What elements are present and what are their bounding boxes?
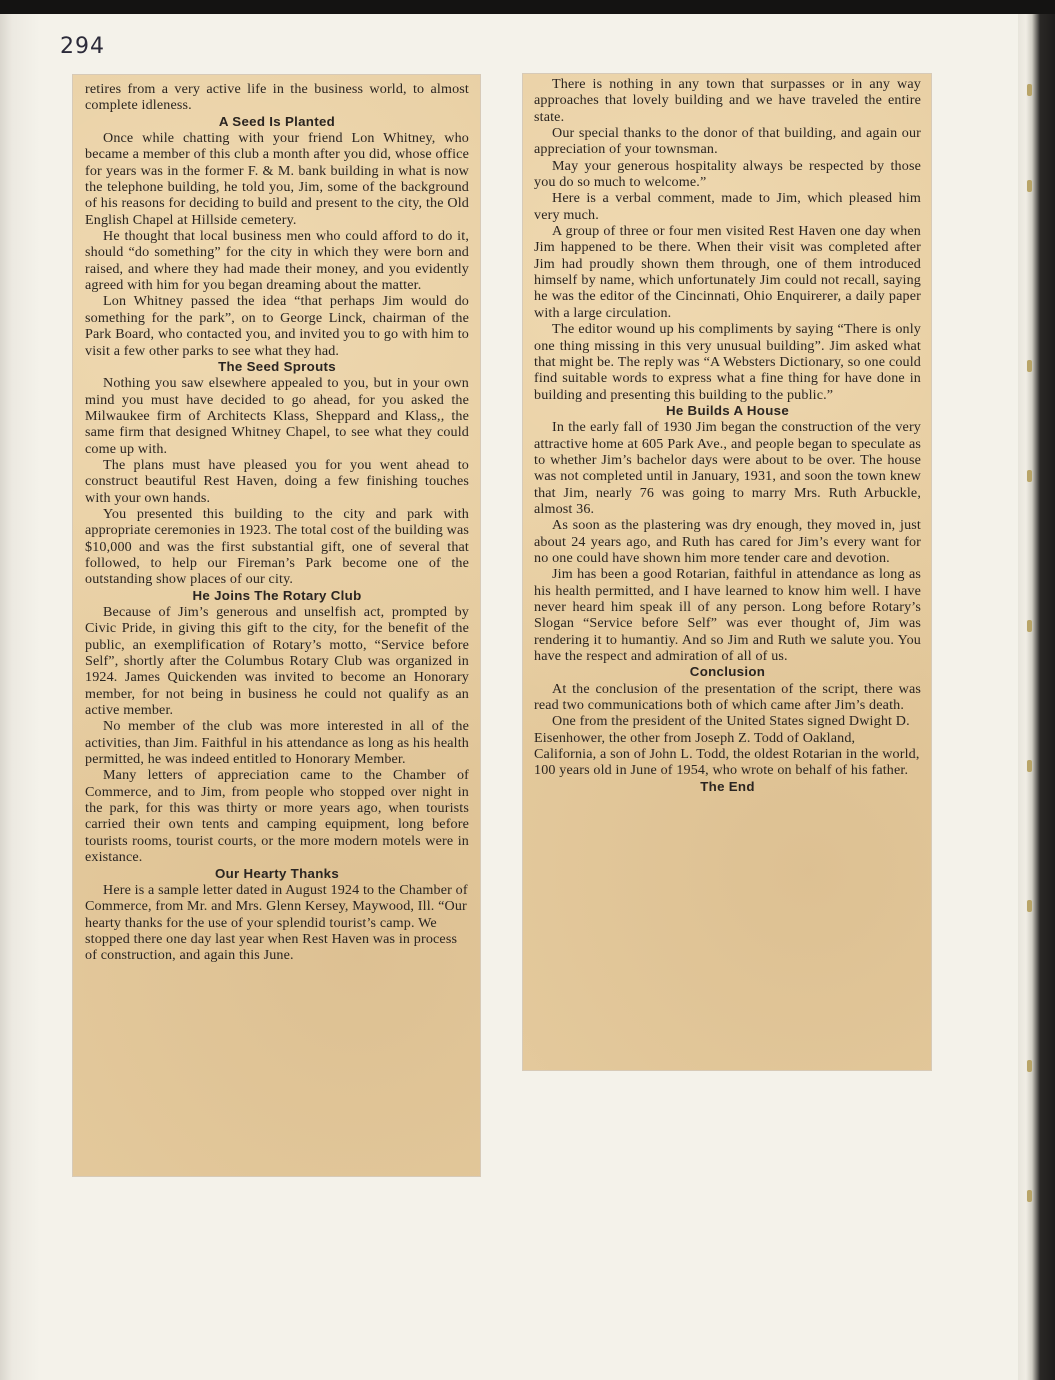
article-paragraph: Here is a verbal comment, made to Jim, which pleased him very much. xyxy=(534,190,921,223)
newspaper-clipping-left xyxy=(73,75,480,1176)
article-paragraph: retires from a very active life in the business world, to almost complete idleness. xyxy=(85,81,469,114)
section-heading: He Builds A House xyxy=(665,402,790,418)
article-paragraph: Lon Whitney passed the idea “that perhaps Jim would do something for the park”, on to George Linck, chairman of the Park Board, who contacted you, and invited you to go with him to visit a few other parks to see what they had. xyxy=(85,293,469,359)
article-paragraph: One from the president of the United States signed Dwight D. Eisenhower, the other from Joseph Z. Todd of Oakland, California, a son of John L. Todd, the oldest Rotarian in the world, 100 years old in June of 1954, who wrote on behalf of his father. xyxy=(534,713,920,779)
binder-tab-mark xyxy=(1027,1190,1032,1202)
section-heading: Conclusion xyxy=(689,664,766,680)
article-paragraph: In the early fall of 1930 Jim began the construction of the very attractive home at 605 Park Ave., and people began to speculate as to whether Jim’s bachelor days were about to be over. The house was not completed until in January, 1931, and soon the town knew that Jim, nearly 76 was going to marry Mrs. Ruth Arbuckle, almost 36. xyxy=(534,419,921,517)
section-heading: A Seed Is Planted xyxy=(218,113,336,129)
binder-tab-mark xyxy=(1027,620,1032,632)
binder-tab-mark xyxy=(1027,900,1032,912)
article-paragraph: Here is a sample letter dated in August 1924 to the Chamber of Commerce, from Mr. and Mrs. Glenn Kersey, Maywood, Ill. “Our hearty thanks for the use of your splendid tourist’s camp. We stopped there one day last year when Rest Haven was in process of construction, and again this June. xyxy=(85,881,468,964)
article-paragraph: Many letters of appreciation came to the Chamber of Commerce, and to Jim, from people who stopped over night in the park, for this was thirty or more years ago, when tourists carried their own tents and camping equipment, long before tourists rooms, tourist courts, or the more modern motels were in existance. xyxy=(85,767,469,866)
article-paragraph: Nothing you saw elsewhere appealed to you, but in your own mind you must have decided to go ahead, for you asked the Milwaukee firm of Architects Klass, Sheppard and Klass,, the same firm that designed Whitney Chapel, to see what they could come up with. xyxy=(85,375,469,457)
article-paragraph: There is nothing in any town that surpasses or in any way approaches that lovely building and we have traveled the entire state. xyxy=(534,76,921,125)
article-paragraph: At the conclusion of the presentation of the script, there was read two communications both of which came after Jim’s death. xyxy=(534,680,921,714)
newspaper-clipping-right xyxy=(523,74,931,1070)
section-heading: The End xyxy=(700,778,755,794)
page-binding-gutter xyxy=(0,14,40,1380)
scanner-top-border xyxy=(0,0,1055,14)
page-edge-shadow xyxy=(1018,14,1055,1380)
clipping-right-text xyxy=(534,76,921,795)
section-heading: He Joins The Rotary Club xyxy=(192,587,362,603)
page-number: 294 xyxy=(60,34,105,59)
binder-tab-mark xyxy=(1027,470,1032,482)
article-paragraph: Jim has been a good Rotarian, faithful in attendance as long as his health permitted, and I have learned to know him well. I have never heard him speak ill of any person. Long before Rotary’s Slogan “Service before Self” was ever thought of, Jim was rendering it to humantiy. And so Jim and Ruth we salute you. You have the respect and admiration of all of us. xyxy=(534,566,921,665)
article-paragraph: As soon as the plastering was dry enough, they moved in, just about 24 years ago, and Ruth has cared for Jim’s every want for no one could have shown him more tender care and devotion. xyxy=(534,517,921,566)
binder-tab-mark xyxy=(1027,360,1032,372)
article-paragraph: The editor wound up his compliments by saying “There is only one thing missing in this very unusual building”. Jim asked what that might be. The reply was “A Websters Dictionary, so one could find suitable words to express what a fine thing for have done in building and presenting this building to the public.” xyxy=(534,321,921,403)
article-paragraph: May your generous hospitality always be respected by those you do so much to welcome.” xyxy=(534,157,921,191)
binder-tab-mark xyxy=(1027,84,1032,96)
article-paragraph: A group of three or four men visited Rest Haven one day when Jim happened to be there. When their visit was completed after Jim had proudly shown them through, one of them introduced himself by name, which unfortunately Jim could not recall, saying he was the editor of the Cincinnati, Ohio Enquirerer, a daily paper with a large circulation. xyxy=(534,223,921,321)
clipping-left-text xyxy=(85,81,469,964)
article-paragraph: Our special thanks to the donor of that building, and again our appreciation of your townsman. xyxy=(534,125,921,158)
article-paragraph: No member of the club was more interested in all of the activities, than Jim. Faithful in his attendance as long as his health permitted, he was indeed entitled to Honorary Member. xyxy=(85,718,469,768)
article-paragraph: You presented this building to the city and park with appropriate ceremonies in 1923. The total cost of the building was $10,000 and was the first substantial gift, one of several that followed, to help our Fireman’s Park become one of the outstanding show places of our city. xyxy=(85,505,469,588)
section-heading: The Seed Sprouts xyxy=(218,358,336,374)
article-paragraph: He thought that local business men who could afford to do it, should “do something” for the city in which they were born and raised, and where they had made their money, and you evidently agreed with him for you began dreaming about the matter. xyxy=(85,228,469,294)
binder-tab-mark xyxy=(1027,760,1032,772)
article-paragraph: Once while chatting with your friend Lon Whitney, who became a member of this club a month after you did, whose office for years was in the former F. & M. bank building in what is now the telephone building, he told you, Jim, some of the background of his reasons for deciding to build and present to the city, the Old English Chapel at Hillside cemetery. xyxy=(85,130,469,228)
section-heading: Our Hearty Thanks xyxy=(214,865,340,881)
binder-tab-mark xyxy=(1027,1060,1032,1072)
article-paragraph: The plans must have pleased you for you went ahead to construct beautiful Rest Haven, doing a few finishing touches with your own hands. xyxy=(85,456,469,506)
binder-tab-mark xyxy=(1027,180,1032,192)
article-paragraph: Because of Jim’s generous and unselfish act, prompted by Civic Pride, in giving this gift to the city, for the benefit of the public, an exemplification of Rotary’s motto, “Service before Self”, shortly after the Columbus Rotary Club was organized in 1924. James Quickenden was invited to become an Honorary member, for not being in business he could not qualify as an active member. xyxy=(85,604,469,719)
